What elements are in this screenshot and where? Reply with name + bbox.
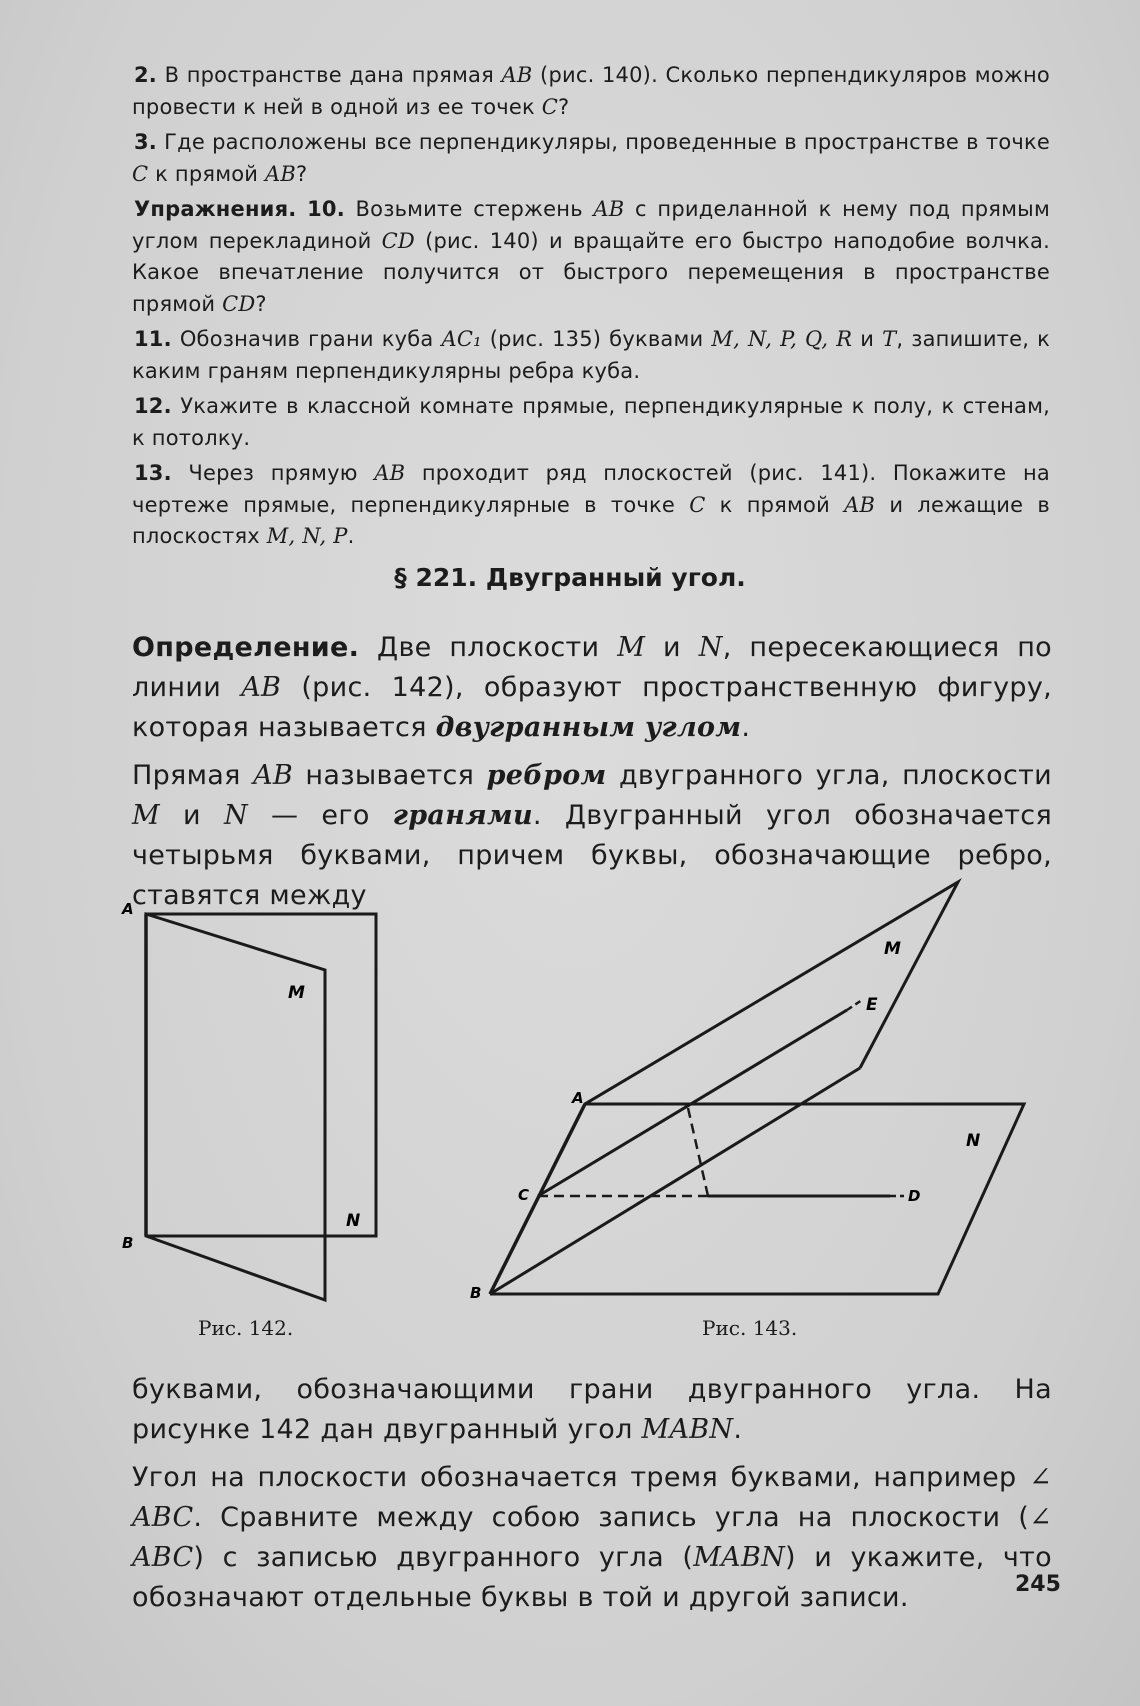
exercises-label: Упражнения. bbox=[134, 197, 297, 221]
cube-ac1: AC₁ bbox=[441, 327, 482, 351]
text: (рис. 135) буквами bbox=[481, 327, 712, 351]
text: к прямой bbox=[148, 161, 266, 186]
text: ? bbox=[255, 291, 267, 316]
text: . Сравните между собою запись угла на плоскости ( bbox=[193, 1502, 1030, 1533]
text: . Двугранный угол обозначается четырьмя буквами, причем буквы, обозначающие ребро, ставятся между bbox=[132, 800, 1052, 911]
text: и bbox=[852, 327, 883, 351]
label-m: M bbox=[288, 983, 305, 1003]
label-e: E bbox=[866, 995, 878, 1015]
label-c: C bbox=[518, 1186, 530, 1204]
text: с приделанной к нему под прямым углом перекладиной bbox=[132, 197, 1050, 253]
definition-paragraph bbox=[132, 628, 1052, 748]
line-ab: AB bbox=[253, 760, 294, 791]
definition-label: Определение. bbox=[132, 632, 360, 663]
planes-mnp: M, N, P bbox=[266, 524, 348, 548]
question-number: 3. bbox=[134, 130, 157, 154]
text: двугранного угла, плоскости bbox=[606, 760, 1052, 791]
plane-m: M bbox=[617, 632, 646, 663]
text: к прямой bbox=[705, 492, 845, 517]
text: , пересекающиеся по линии bbox=[132, 632, 1052, 703]
text: Где расположены все перпендикуляры, проведенные в пространстве в точке bbox=[164, 130, 1050, 154]
text: ? bbox=[296, 161, 308, 186]
text: . bbox=[733, 1414, 743, 1445]
text: В пространстве дана прямая bbox=[164, 63, 502, 87]
text: , запишите, к каким граням перпендикулярны ребра куба. bbox=[132, 327, 1050, 383]
exercise-number: 11. bbox=[134, 327, 172, 351]
figure-142 bbox=[110, 890, 400, 1310]
line-ab: AB bbox=[844, 492, 876, 517]
questions-block bbox=[132, 60, 1050, 557]
text: Укажите в классной комнате прямые, перпендикулярные к полу, к стенам, к потолку. bbox=[132, 394, 1050, 450]
plane-n: N bbox=[698, 632, 723, 663]
line-ab: AB bbox=[501, 63, 533, 87]
question-3 bbox=[132, 127, 1050, 190]
face-letters: M, N, P, Q, R bbox=[711, 327, 853, 351]
mabn-paragraph bbox=[132, 1370, 1052, 1450]
line-cd: CD bbox=[381, 228, 415, 253]
text: (рис. 140). Сколько перпендикуляров можно провести к ней в одной из ее точек bbox=[132, 63, 1050, 119]
plane-m-outline bbox=[146, 914, 325, 1300]
text: . bbox=[741, 712, 751, 743]
text: проходит ряд плоскостей (рис. 141). Покажите на чертеже прямые, перпендикулярные в точке bbox=[132, 461, 1050, 517]
line-ab: AB bbox=[374, 461, 406, 485]
line-ab: AB bbox=[265, 161, 297, 186]
point-c: C bbox=[132, 161, 149, 186]
text: и bbox=[159, 800, 224, 831]
point-c: C bbox=[689, 492, 706, 517]
section-heading: § 221. Двугранный угол. bbox=[394, 563, 746, 592]
face-t: T bbox=[882, 327, 897, 351]
plane-n: N bbox=[224, 800, 248, 831]
text: Угол на плоскости обозначается тремя буквами, например bbox=[132, 1462, 1030, 1493]
exercise-number: 12. bbox=[134, 394, 172, 418]
text: (рис. 142), образуют пространственную фигуру, которая называется bbox=[132, 672, 1053, 743]
question-number: 2. bbox=[134, 63, 157, 87]
angle-abc: ∠ ABC bbox=[132, 1462, 1052, 1533]
text: называется bbox=[293, 760, 487, 791]
angle-mabn: MABN bbox=[693, 1542, 786, 1573]
text: — его bbox=[247, 800, 393, 831]
text: буквами, обозначающими грани двугранного угла. На рисунке 142 дан двугранный угол bbox=[132, 1374, 1052, 1445]
label-b: B bbox=[122, 1234, 134, 1252]
exercise-number: 13. bbox=[134, 461, 172, 485]
text: Через прямую bbox=[188, 461, 375, 485]
text: ) и укажите, что обозначают отдельные буквы в той и другой записи. bbox=[132, 1542, 1052, 1613]
figure-143-caption: Рис. 143. bbox=[702, 1316, 798, 1340]
line-ab: AB bbox=[241, 672, 282, 703]
text: . bbox=[347, 524, 355, 548]
label-n: N bbox=[966, 1131, 981, 1151]
line-ab: AB bbox=[593, 197, 625, 221]
label-d: D bbox=[908, 1187, 921, 1205]
text: Две плоскости bbox=[359, 632, 618, 663]
line-cd: CD bbox=[222, 291, 256, 316]
exercise-number: 10. bbox=[307, 197, 345, 221]
exercise-11 bbox=[132, 324, 1050, 387]
angle-abc: ∠ ABC bbox=[132, 1502, 1052, 1573]
plane-m: M bbox=[132, 800, 160, 831]
exercise-13 bbox=[132, 458, 1050, 553]
angle-mabn: MABN bbox=[641, 1414, 734, 1445]
dashed-vertical bbox=[688, 1108, 708, 1196]
label-b: B bbox=[470, 1284, 482, 1302]
text: и лежащие в плоскостях bbox=[132, 492, 1050, 548]
term-dihedral-angle: двугранным углом bbox=[435, 712, 742, 743]
point-c: C bbox=[541, 94, 559, 119]
closing-block bbox=[132, 1370, 1052, 1626]
term-faces: гранями bbox=[392, 800, 533, 831]
text: Возьмите стержень bbox=[355, 197, 594, 221]
label-a: A bbox=[572, 1089, 584, 1107]
exercise-12 bbox=[132, 391, 1050, 454]
page-number: 245 bbox=[1015, 1572, 1061, 1597]
text: Прямая bbox=[132, 760, 254, 791]
text: Обозначив грани куба bbox=[179, 327, 442, 351]
label-n: N bbox=[346, 1211, 361, 1231]
question-2 bbox=[132, 60, 1050, 123]
text: ) с записью двугранного угла ( bbox=[193, 1542, 694, 1573]
text: ? bbox=[558, 94, 570, 119]
text: и bbox=[645, 632, 699, 663]
term-edge: ребром bbox=[486, 760, 607, 791]
exercise-10 bbox=[132, 194, 1050, 320]
plane-n-outline bbox=[146, 914, 376, 1236]
text: (рис. 140) и вращайте его быстро наподобие волчка. Какое впечатление получится от быстрого перемещения в пространстве прямой bbox=[132, 228, 1051, 316]
compare-paragraph bbox=[132, 1458, 1052, 1618]
label-a: A bbox=[122, 900, 134, 918]
figure-142-caption: Рис. 142. bbox=[198, 1316, 294, 1340]
label-m: M bbox=[884, 939, 901, 959]
figure-143 bbox=[460, 870, 1040, 1310]
dashed-e bbox=[847, 1000, 862, 1010]
